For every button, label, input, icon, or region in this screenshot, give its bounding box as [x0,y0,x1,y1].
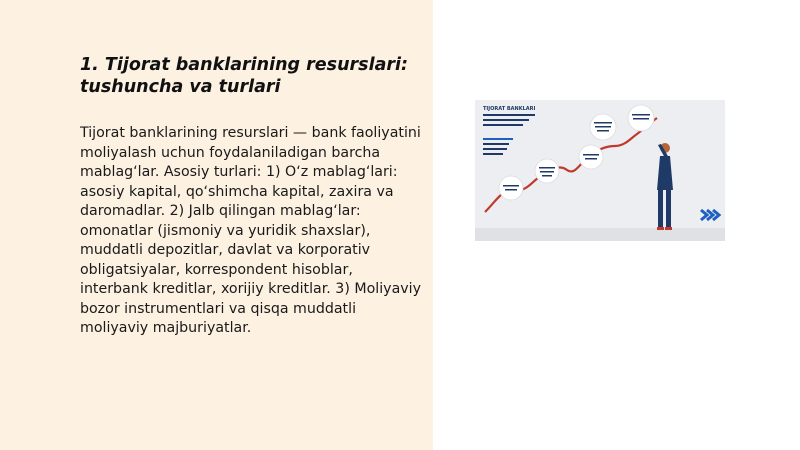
milestone-circle [579,145,603,169]
floor [475,228,725,241]
heading-line [483,114,535,116]
slide-body-text: Tijorat banklarining resurslari — bank faoliyatini moliyalash uchun foydalaniladigan barcha mablag‘lar. Asosiy turlari: 1) O‘z mablag‘lari: asosiy kapital, qo‘shimcha kapital, zaxira va daromadlar. 2) Jalb qilingan mablag‘lar: omonatlar (jismoniy va yuridik shaxslar), muddatli depozitlar, davlat va korporativ obligatsiyalar, korrespondent hisoblar, interbank kreditlar, xorijiy kreditlar. 3) Moliyaviy bozor instrumentlari va qisqa muddatli moliyaviy majburiyatlar. [80,125,422,336]
slide-title: 1. Tijorat banklarining resurslari: tushuncha va turlari [80,55,409,97]
milestone-circle [535,159,559,183]
heading-line [483,124,523,126]
milestone-circle [628,105,654,131]
heading-line [483,143,509,145]
heading-line [483,119,529,121]
heading-line [483,148,507,150]
milestone-circle [499,176,523,200]
milestone-circle [590,114,616,140]
heading-line [483,153,503,155]
illustration-svg [475,100,725,241]
illustration-heading: TIJORAT BANKLARI [483,106,536,112]
heading-line [483,138,513,140]
slide-illustration [475,100,725,241]
